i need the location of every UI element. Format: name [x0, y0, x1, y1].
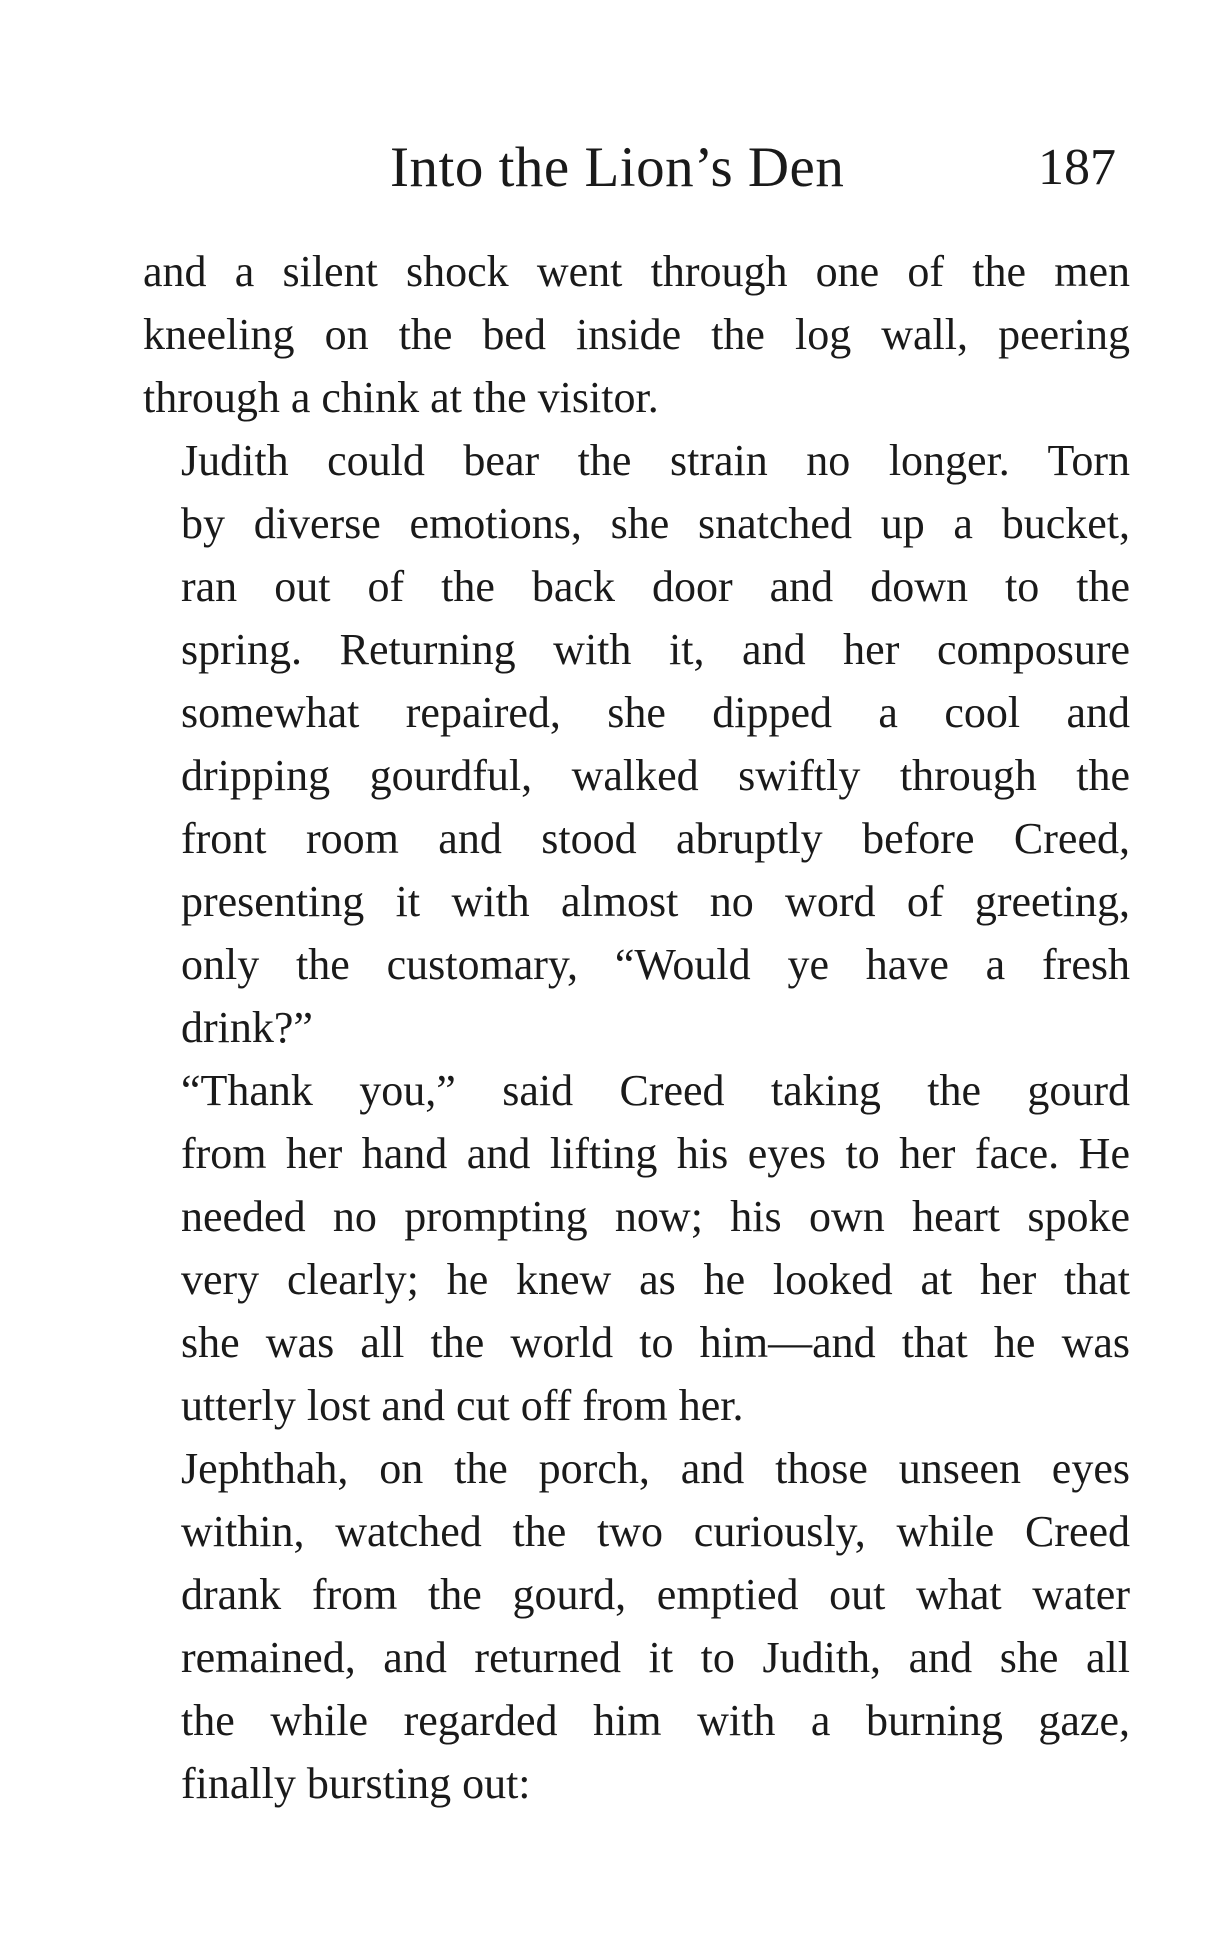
- text-line: somewhat repaired, she dipped a cool and: [181, 688, 1130, 737]
- text-line: front room and stood abruptly before Creed,: [181, 814, 1130, 863]
- text-line: needed no prompting now; his own heart spoke: [181, 1192, 1130, 1241]
- text-line: drank from the gourd, emptied out what water: [181, 1570, 1130, 1619]
- text-line: only the customary, “Would ye have a fresh: [181, 940, 1130, 989]
- text-line: finally bursting out:: [181, 1759, 531, 1808]
- running-head-title: Into the Lion’s Den: [390, 136, 845, 199]
- text-line: Jephthah, on the porch, and those unseen eyes: [181, 1444, 1130, 1493]
- body-text: [143, 240, 1130, 1815]
- running-head: [0, 128, 1231, 208]
- text-line: presenting it with almost no word of greeting,: [181, 877, 1130, 926]
- text-line: from her hand and lifting his eyes to her face. He: [181, 1129, 1130, 1178]
- text-line: and a silent shock went through one of the men: [143, 247, 1130, 296]
- page-number: 187: [1038, 139, 1116, 196]
- paragraph-2: [143, 429, 1130, 1059]
- text-line: “Thank you,” said Creed taking the gourd: [181, 1066, 1130, 1115]
- text-line: she was all the world to him—and that he was: [181, 1318, 1130, 1367]
- text-line: the while regarded him with a burning gaze,: [181, 1696, 1130, 1745]
- text-line: within, watched the two curiously, while Creed: [181, 1507, 1130, 1556]
- text-line: by diverse emotions, she snatched up a bucket,: [181, 499, 1130, 548]
- text-line: through a chink at the visitor.: [143, 373, 659, 422]
- text-line: very clearly; he knew as he looked at her that: [181, 1255, 1130, 1304]
- paragraph-3: [143, 1059, 1130, 1437]
- text-line: spring. Returning with it, and her composure: [181, 625, 1130, 674]
- text-line: ran out of the back door and down to the: [181, 562, 1130, 611]
- text-line: dripping gourdful, walked swiftly through the: [181, 751, 1130, 800]
- text-line: remained, and returned it to Judith, and she all: [181, 1633, 1130, 1682]
- text-line: utterly lost and cut off from her.: [181, 1381, 744, 1430]
- paragraph-4: [143, 1437, 1130, 1815]
- text-line: kneeling on the bed inside the log wall, peering: [143, 310, 1130, 359]
- paragraph-1: [143, 240, 1130, 429]
- text-line: drink?”: [181, 1003, 313, 1052]
- text-line: Judith could bear the strain no longer. Torn: [181, 436, 1130, 485]
